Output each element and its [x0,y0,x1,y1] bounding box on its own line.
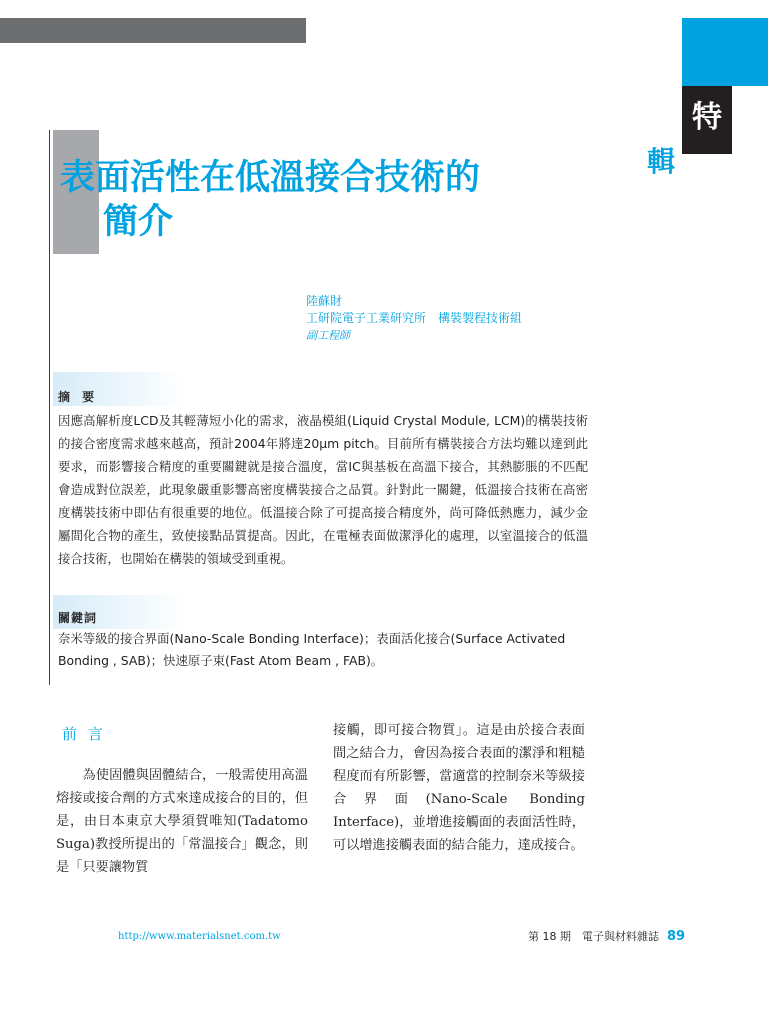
author-dept: 構裝製程技術組 [438,311,523,325]
title-line-1: 表面活性在低溫接合技術的 [60,157,481,198]
website-link[interactable]: http://www.materialsnet.com.tw [118,931,281,942]
author-org: 工研院電子工業研究所 [306,311,427,325]
section-title: 前 言 [62,725,106,743]
keywords-text: 奈米等級的接合界面(Nano-Scale Bonding Interface)；表面活化接合(Surface Activated Bonding , SAB)；快速原子束(Fast Atom Beam , FAB)。 [58,631,566,668]
issue-info: 第 18 期 電子與材料雜誌 [528,930,659,943]
author-affiliation [306,310,522,327]
title-line-2: 簡介 [103,201,174,242]
author-name: 陸蘇財 [306,294,343,308]
article-title [60,156,560,244]
header-cyan-block [682,18,768,86]
issue-tag-char: 輯 [646,145,675,178]
abstract-label: 摘 要 [58,390,99,404]
author-position: 副工程師 [306,329,350,342]
keywords-label: 關鍵詞 [58,611,98,625]
author-block [306,293,522,344]
abstract-text: 因應高解析度LCD及其輕薄短小化的需求，液晶模組(Liquid Crystal Module, LCM)的構裝技術的接合密度需求越來越高，預計2004年將達20μm pitch。目前所有構裝接合方法均難以達到此要求，而影響接合精度的重要關鍵就是接合溫度，當IC與基板在高溫下接合，其熱膨脹的不匹配會造成對位誤差，此現象嚴重影響高密度構裝接合之品質。針對此一關鍵，低溫接合技術在高密度構裝技術中即佔有很重要的地位。低溫接合除了可提高接合精度外，尚可降低熱應力，減少金屬間化合物的產生，致使接點品質提高。因此，在電極表面做潔淨化的處理，以室溫接合的低溫接合技術，也開始在構裝的領域受到重視。 [58,413,588,566]
page-number: 89 [667,929,686,944]
body-column-right: 接觸，即可接合物質」。這是由於接合表面間之結合力，會因為接合表面的潔淨和粗糙程度而有所影響，當適當的控制奈米等級接合界面(Nano-Scale Bonding Interface)，並增進接觸面的表面活性時，可以增進接觸表面的結合能力，達成接合。 [333,723,585,853]
header-gray-bar [0,18,306,43]
page-footer [528,928,685,944]
special-tag-char: 特 [692,100,722,135]
margin-rule [49,130,50,685]
body-column-left: 為使固體與固體結合，一般需使用高溫熔接或接合劑的方式來達成接合的目的，但是，由日本東京大學須賀唯知(Tadatomo Suga)教授所提出的「常溫接合」觀念，則是「只要讓物質 [56,768,308,875]
